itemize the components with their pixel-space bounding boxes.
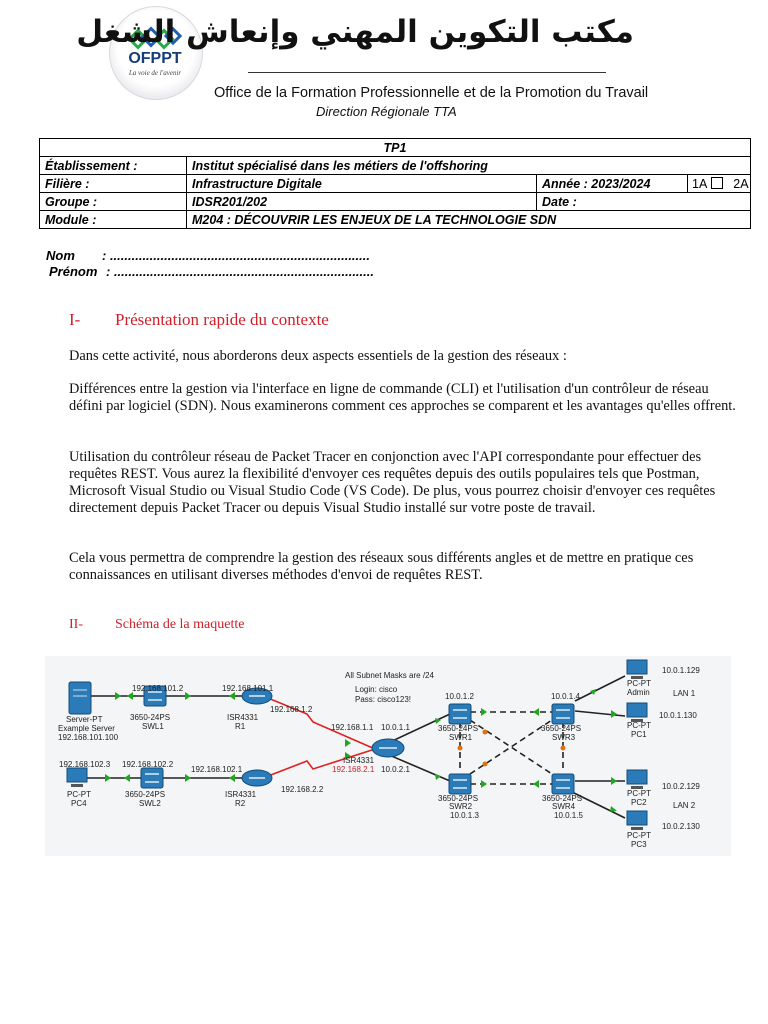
swl2-name-label: SWL2: [139, 799, 161, 808]
link-status-blocked: [458, 746, 463, 751]
nom-label: Nom: [46, 248, 75, 263]
pc-icon: [67, 768, 87, 782]
date-label: Date :: [537, 193, 751, 211]
pc1-ip-label: 10.0.1.130: [659, 711, 697, 720]
switch-swl2[interactable]: [141, 768, 163, 788]
pc3-ip-label: 10.0.2.130: [662, 822, 700, 831]
switch-swr2[interactable]: [449, 774, 471, 794]
core-lan-1-label: 10.0.1.1: [381, 723, 410, 732]
router-r2[interactable]: [242, 770, 272, 786]
router-core[interactable]: [372, 739, 404, 757]
admin-name-label: Admin: [627, 688, 650, 697]
pc2-ip-label: 10.0.2.129: [662, 782, 700, 791]
prenom-line: [49, 264, 374, 279]
lan2-label: LAN 2: [673, 801, 696, 810]
switch-icon: [449, 774, 471, 794]
pc3-type-label: PC-PT: [627, 831, 651, 840]
r1-model-label: ISR4331: [227, 713, 259, 722]
info-table: [39, 138, 751, 229]
swr2-model-label: 3650-24PS: [438, 794, 479, 803]
admin-ip-label: 10.0.1.129: [662, 666, 700, 675]
annee-label: Année : 2023/2024: [537, 175, 688, 193]
pc2-type-label: PC-PT: [627, 789, 651, 798]
section-2-title: Schéma de la maquette: [115, 617, 245, 632]
swr4-ip-label: 10.0.1.5: [554, 811, 583, 820]
section-1-heading: [69, 310, 329, 330]
module-label: Module :: [40, 211, 187, 229]
swr4-name-label: SWR4: [552, 802, 576, 811]
logo-tagline: La voie de l'avenir: [128, 69, 182, 77]
server-ip-label: 192.168.101.100: [58, 733, 119, 742]
switch-swr4[interactable]: [552, 774, 574, 794]
swr4-model-label: 3650-24PS: [542, 794, 583, 803]
pc-icon: [627, 660, 647, 674]
lan1-label: LAN 1: [673, 689, 696, 698]
network-diagram: [45, 656, 731, 856]
nom-line: [46, 248, 370, 263]
link-status-blocked: [483, 762, 488, 767]
paragraph-intro: Dans cette activité, nous aborderons deux aspects essentiels de la gestion des réseaux :: [69, 348, 567, 364]
switch-icon: [552, 774, 574, 794]
switch-icon: [449, 704, 471, 724]
core-model-label: ISR4331: [343, 756, 375, 765]
pc1-type-label: PC-PT: [627, 721, 651, 730]
core-ip-2-label: 192.168.2.1: [332, 765, 375, 774]
header-divider: [248, 72, 606, 73]
r1-name-label: R1: [235, 722, 246, 731]
core-ip-1-label: 192.168.1.1: [331, 723, 374, 732]
section-2-number: II-: [69, 617, 83, 632]
groupe-label: Groupe :: [40, 193, 187, 211]
server-device[interactable]: [69, 682, 91, 714]
direction-name: Direction Régionale TTA: [316, 104, 457, 119]
swr1-name-label: SWR1: [449, 733, 473, 742]
link-status-blocked: [561, 746, 566, 751]
r2-model-label: ISR4331: [225, 790, 257, 799]
swl2-ip-label: 192.168.102.2: [122, 760, 174, 769]
swr3-name-label: SWR3: [552, 733, 576, 742]
server-type-label: Server-PT: [66, 715, 103, 724]
swl1-model-label: 3650-24PS: [130, 713, 171, 722]
tp-title: TP1: [40, 139, 751, 157]
prenom-field[interactable]: : ........................................................................: [106, 264, 374, 279]
year-option-2: 2A: [733, 176, 750, 192]
pc4-ip-label: 192.168.102.3: [59, 760, 111, 769]
section-2-heading: [69, 617, 244, 633]
switch-swr1[interactable]: [449, 704, 471, 724]
swr2-ip-label: 10.0.1.3: [450, 811, 479, 820]
server-name-label: Example Server: [58, 724, 115, 733]
paragraph-rest-api: Utilisation du contrôleur réseau de Packet Tracer en conjonction avec l'API correspondante pour effectuer des requêtes REST. Vous aurez la flexibilité d'envoyer ces requêtes depuis des outils populaires tels que Postman, Microsoft Visual Studio ou Visual Studio Code (VS Code). De plus, vous pourrez choisir d'envoyer ces requêtes directement depuis Packet Tracer ou depuis Visual Studio installé sur votre poste de travail.: [69, 449, 716, 516]
link-status-blocked: [483, 730, 488, 735]
server-icon: [69, 682, 91, 714]
pc-icon: [627, 770, 647, 784]
r2-name-label: R2: [235, 799, 246, 808]
year-option-1: 1A: [692, 176, 723, 192]
paragraph-cli-sdn: Différences entre la gestion via l'interface en ligne de commande (CLI) et l'utilisation d'un contrôleur de réseau défini par logiciel (SDN). Nous examinerons comment ces approches se comparent et les avantages qu'elles offrent.: [69, 381, 736, 414]
etablissement-value: Institut spécialisé dans les métiers de l'offshoring: [187, 157, 751, 175]
year-options: [688, 175, 751, 193]
etablissement-label: Établissement :: [40, 157, 187, 175]
note-pass: Pass: cisco123!: [355, 695, 412, 704]
swr3-model-label: 3650-24PS: [541, 724, 582, 733]
office-name: Office de la Formation Professionnelle et de la Promotion du Travail: [214, 85, 649, 101]
topology-svg: [45, 656, 731, 856]
pc2-name-label: PC2: [631, 798, 647, 807]
switch-icon: [141, 768, 163, 788]
pc3-name-label: PC3: [631, 840, 647, 849]
r1-ip-label: 192.168.101.1: [222, 684, 274, 693]
arabic-title: مكتب التكوين المهني وإنعاش الشغل: [76, 14, 634, 50]
note-login: Login: cisco: [355, 685, 398, 694]
prenom-label: Prénom: [49, 264, 98, 279]
groupe-value: IDSR201/202: [187, 193, 537, 211]
pc-icon: [627, 703, 647, 717]
swr1-ip-label: 10.0.1.2: [445, 692, 474, 701]
switch-icon: [552, 704, 574, 724]
paragraph-conclusion: Cela vous permettra de comprendre la gestion des réseaux sous différents angles et de mettre en pratique ces connaissances en utilisant diverses méthodes d'envoi de requêtes REST.: [69, 550, 694, 583]
r2-wan-ip-label: 192.168.2.2: [281, 785, 324, 794]
nom-field[interactable]: : ........................................................................: [102, 248, 370, 263]
admin-type-label: PC-PT: [627, 679, 651, 688]
r2-ip-label: 192.168.102.1: [191, 765, 243, 774]
pc-icon: [627, 811, 647, 825]
swr2-name-label: SWR2: [449, 802, 473, 811]
section-1-title: Présentation rapide du contexte: [115, 310, 329, 329]
section-1-number: I-: [69, 310, 81, 329]
note-masks: All Subnet Masks are /24: [345, 671, 434, 680]
pc4-type-label: PC-PT: [67, 790, 91, 799]
r1-wan-ip-label: 192.168.1.2: [270, 705, 313, 714]
swl1-ip-label: 192.168.101.2: [132, 684, 184, 693]
pc4-name-label: PC4: [71, 799, 87, 808]
swr3-ip-label: 10.0.1.4: [551, 692, 580, 701]
swr1-model-label: 3650-24PS: [438, 724, 479, 733]
switch-swr3[interactable]: [552, 704, 574, 724]
module-value: M204 : DÉCOUVRIR LES ENJEUX DE LA TECHNOLOGIE SDN: [187, 211, 751, 229]
swl1-name-label: SWL1: [142, 722, 164, 731]
logo-text: OFPPT: [128, 50, 182, 67]
core-lan-2-label: 10.0.2.1: [381, 765, 410, 774]
swl2-model-label: 3650-24PS: [125, 790, 166, 799]
filiere-label: Filière :: [40, 175, 187, 193]
filiere-value: Infrastructure Digitale: [187, 175, 537, 193]
year-1-checkbox[interactable]: [711, 177, 723, 189]
pc1-name-label: PC1: [631, 730, 647, 739]
